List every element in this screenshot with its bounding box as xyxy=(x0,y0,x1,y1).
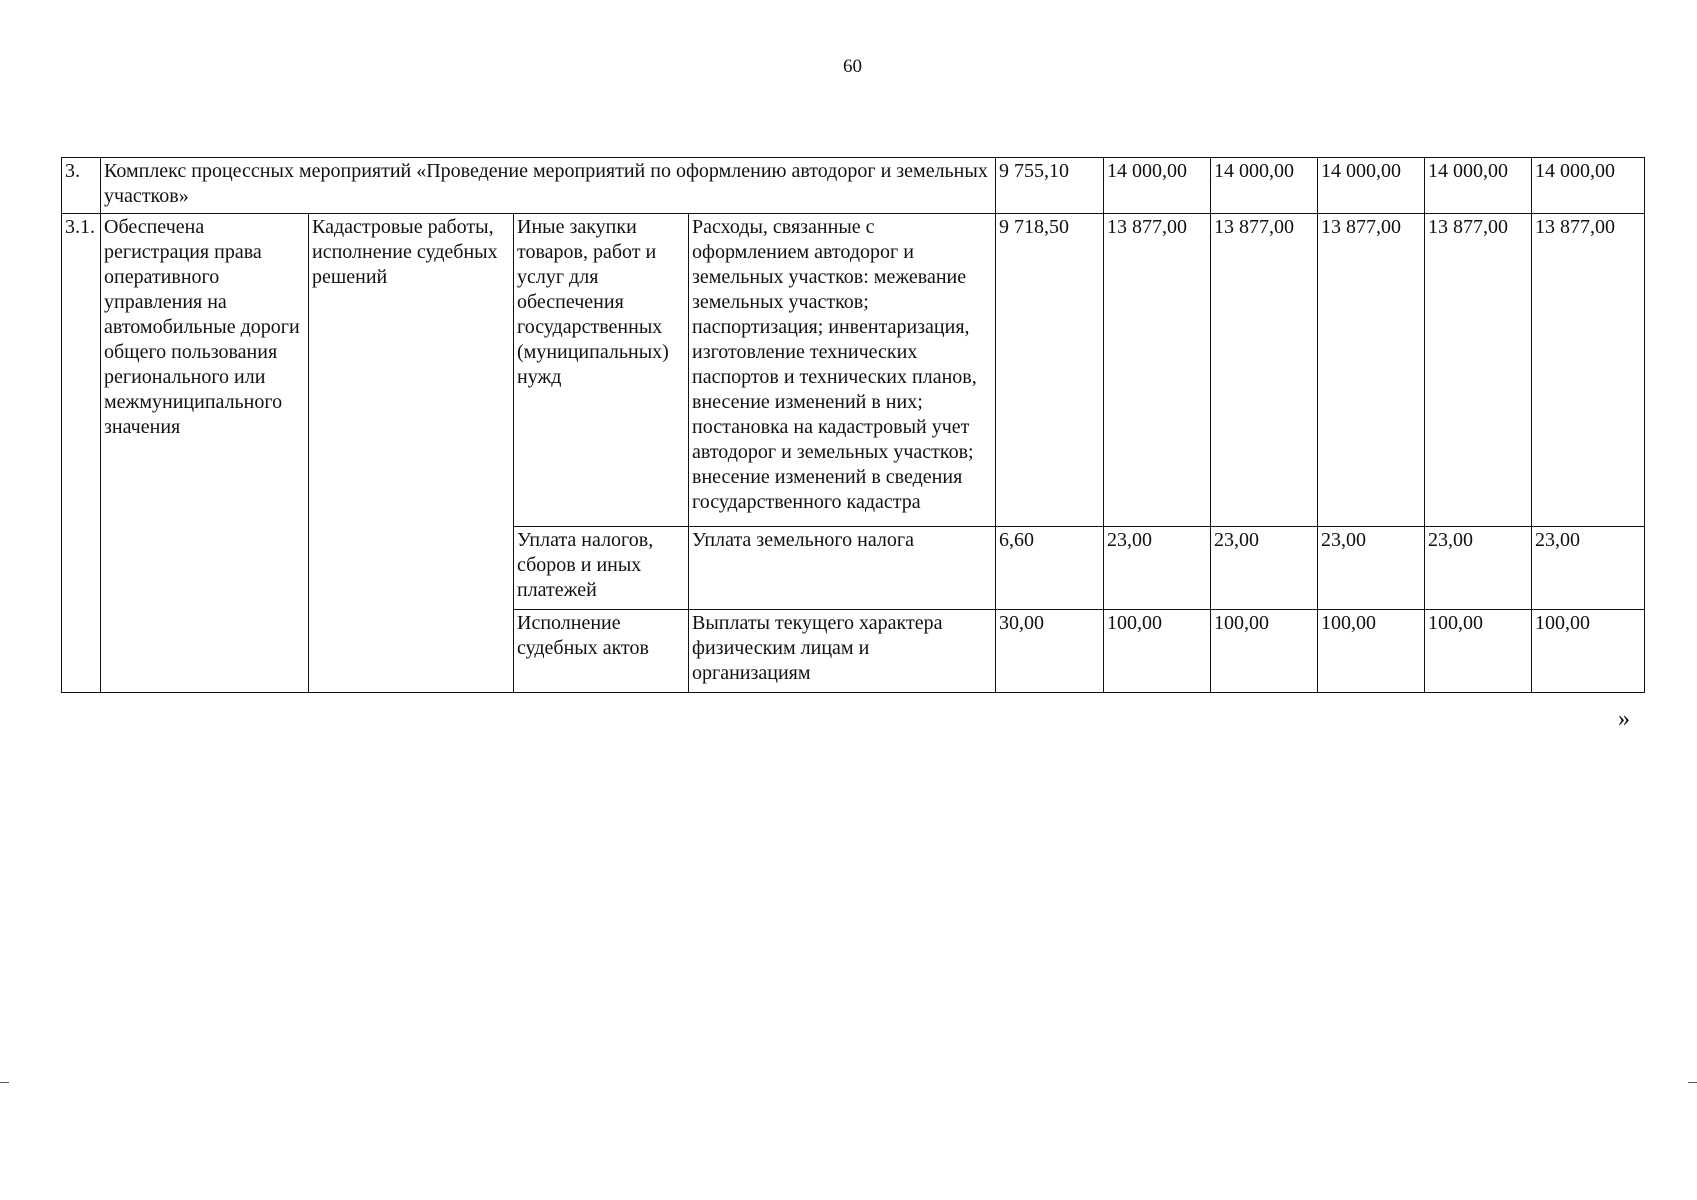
amount-cell: 23,00 xyxy=(1425,527,1532,610)
section-title: Комплекс процессных мероприятий «Проведение мероприятий по оформлению автодорог и земельных участков» xyxy=(101,158,996,214)
amount-cell: 23,00 xyxy=(1532,527,1645,610)
amount-cell: 13 877,00 xyxy=(1104,214,1211,527)
item-result: Обеспечена регистрация права оперативного управления на автомобильные дороги общего пользования регионального или межмуниципального значения xyxy=(101,214,309,693)
section-value: 14 000,00 xyxy=(1425,158,1532,214)
amount-cell: 100,00 xyxy=(1425,610,1532,693)
expense-type: Уплата налогов, сборов и иных платежей xyxy=(514,527,689,610)
page-number: 60 xyxy=(843,56,862,77)
amount-cell: 9 718,50 xyxy=(996,214,1104,527)
expense-description: Уплата земельного налога xyxy=(689,527,996,610)
amount-cell: 13 877,00 xyxy=(1211,214,1318,527)
amount-cell: 100,00 xyxy=(1318,610,1425,693)
expense-type: Исполнение судебных актов xyxy=(514,610,689,693)
section-value: 14 000,00 xyxy=(1318,158,1425,214)
amount-cell: 23,00 xyxy=(1211,527,1318,610)
section-value: 14 000,00 xyxy=(1532,158,1645,214)
amount-cell: 13 877,00 xyxy=(1318,214,1425,527)
section-value: 14 000,00 xyxy=(1211,158,1318,214)
item-activity: Кадастровые работы, исполнение судебных решений xyxy=(309,214,514,693)
expense-description: Расходы, связанные с оформлением автодорог и земельных участков: межевание земельных участков; паспортизация; инвентаризация, изготовление технических паспортов и технических планов, внесение изменений в них; постановка на кадастровый учет автодорог и земельных участков; внесение изменений в сведения государственного кадастра xyxy=(689,214,996,527)
section-value: 9 755,10 xyxy=(996,158,1104,214)
section-number: 3. xyxy=(62,158,101,214)
amount-cell: 6,60 xyxy=(996,527,1104,610)
budget-table xyxy=(61,157,1645,693)
section-value: 14 000,00 xyxy=(1104,158,1211,214)
amount-cell: 23,00 xyxy=(1104,527,1211,610)
closing-quote: » xyxy=(1618,706,1630,732)
amount-cell: 30,00 xyxy=(996,610,1104,693)
amount-cell: 100,00 xyxy=(1104,610,1211,693)
amount-cell: 13 877,00 xyxy=(1532,214,1645,527)
amount-cell: 100,00 xyxy=(1211,610,1318,693)
item-row xyxy=(62,214,1645,527)
scan-edge-mark xyxy=(0,1082,9,1083)
amount-cell: 13 877,00 xyxy=(1425,214,1532,527)
amount-cell: 100,00 xyxy=(1532,610,1645,693)
section-row xyxy=(62,158,1645,214)
item-number: 3.1. xyxy=(62,214,101,693)
scan-edge-mark xyxy=(1688,1082,1697,1083)
expense-description: Выплаты текущего характера физическим лицам и организациям xyxy=(689,610,996,693)
expense-type: Иные закупки товаров, работ и услуг для обеспечения государственных (муниципальных) нужд xyxy=(514,214,689,527)
amount-cell: 23,00 xyxy=(1318,527,1425,610)
